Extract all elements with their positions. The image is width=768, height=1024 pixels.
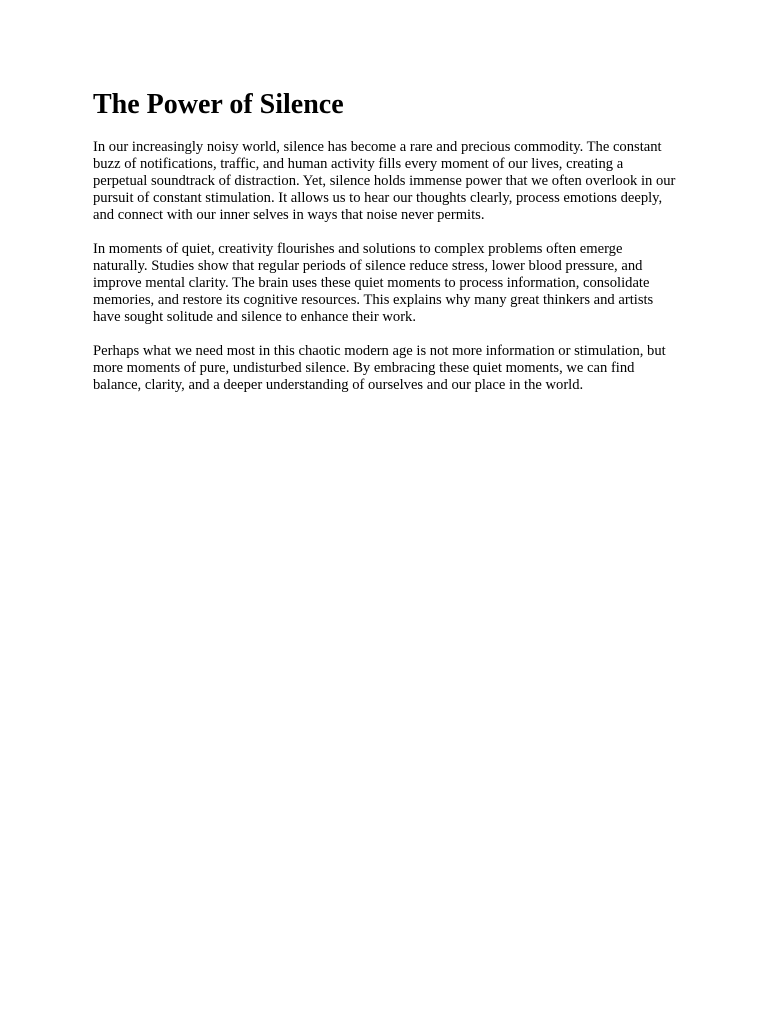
paragraph-1: In our increasingly noisy world, silence has become a rare and precious commodity. The constant buzz of notifications, traffic, and human activity fills every moment of our lives, creating a perpetual soundtrack of distraction. Yet, silence holds immense power that we often overlook in our pursuit of constant stimulation. It allows us to hear our thoughts clearly, process emotions deeply, and connect with our inner selves in ways that noise never permits. bbox=[93, 139, 676, 223]
document-body bbox=[93, 87, 677, 411]
paragraph-3: Perhaps what we need most in this chaotic modern age is not more information or stimulation, but more moments of pure, undisturbed silence. By embracing these quiet moments, we can find balance, clarity, and a deeper understanding of ourselves and our place in the world. bbox=[93, 343, 666, 393]
document-title: The Power of Silence bbox=[93, 89, 344, 120]
paragraph-2: In moments of quiet, creativity flourishes and solutions to complex problems often emerge naturally. Studies show that regular periods of silence reduce stress, lower blood pressure, and improve mental clarity. The brain uses these quiet moments to process information, consolidate memories, and restore its cognitive resources. This explains why many great thinkers and artists have sought solitude and silence to enhance their work. bbox=[93, 241, 654, 325]
